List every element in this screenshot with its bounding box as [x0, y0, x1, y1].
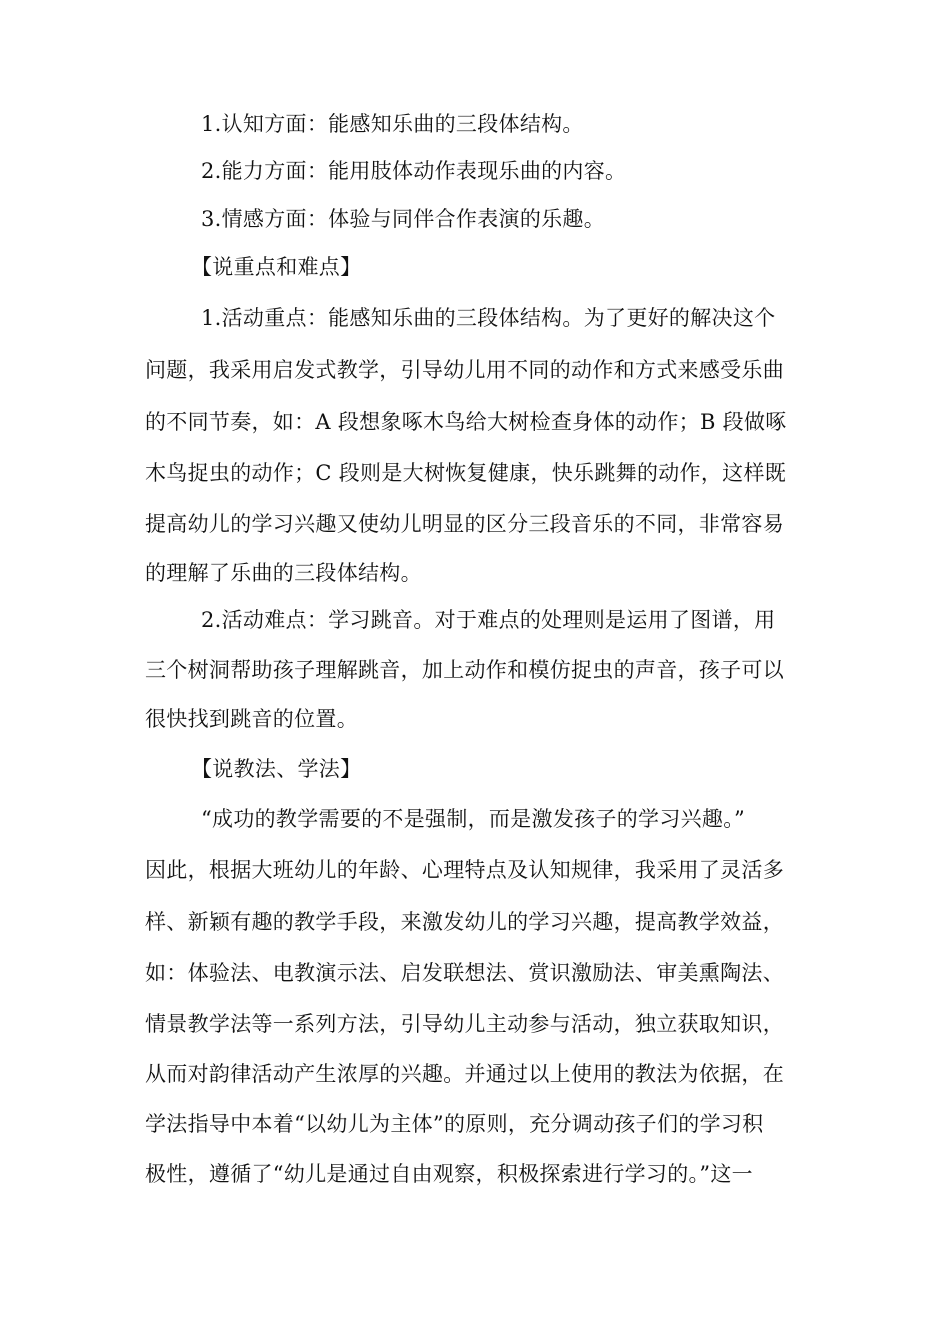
paragraph-line: 的理解了乐曲的三段体结构。	[145, 561, 422, 585]
paragraph-line: 学法指导中本着“以幼儿为主体”的原则，充分调动孩子们的学习积	[145, 1112, 764, 1136]
paragraph-line: 情景教学法等一系列方法，引导幼儿主动参与活动，独立获取知识，	[145, 1012, 784, 1036]
paragraph-line: 2.活动难点：学习跳音。对于难点的处理则是运用了图谱，用	[201, 608, 776, 632]
section-heading-key-points: 【说重点和难点】	[191, 255, 362, 279]
section-heading-teaching-methods: 【说教法、学法】	[191, 757, 362, 781]
paragraph-line: 很快找到跳音的位置。	[145, 707, 358, 731]
paragraph-line: 的不同节奏，如：A 段想象啄木鸟给大树检查身体的动作；B 段做啄	[145, 410, 787, 434]
paragraph-line: 提高幼儿的学习兴趣又使幼儿明显的区分三段音乐的不同，非常容易	[145, 512, 784, 536]
paragraph-line: 问题，我采用启发式教学，引导幼儿用不同的动作和方式来感受乐曲	[145, 358, 784, 382]
paragraph-line: “成功的教学需要的不是强制，而是激发孩子的学习兴趣。”	[201, 807, 746, 831]
paragraph-line: 极性，遵循了“幼儿是通过自由观察，积极探索进行学习的。”这一	[145, 1162, 753, 1186]
objective-emotion: 3.情感方面：体验与同伴合作表演的乐趣。	[201, 207, 606, 231]
objective-cognitive: 1.认知方面：能感知乐曲的三段体结构。	[201, 112, 584, 136]
paragraph-line: 从而对韵律活动产生浓厚的兴趣。并通过以上使用的教法为依据，在	[145, 1062, 784, 1086]
objective-ability: 2.能力方面：能用肢体动作表现乐曲的内容。	[201, 159, 627, 183]
paragraph-line: 1.活动重点：能感知乐曲的三段体结构。为了更好的解决这个	[201, 306, 776, 330]
paragraph-line: 三个树洞帮助孩子理解跳音，加上动作和模仿捉虫的声音，孩子可以	[145, 658, 784, 682]
paragraph-line: 木鸟捉虫的动作；C 段则是大树恢复健康，快乐跳舞的动作，这样既	[145, 461, 787, 485]
paragraph-line: 因此，根据大班幼儿的年龄、心理特点及认知规律，我采用了灵活多	[145, 858, 784, 882]
paragraph-line: 如：体验法、电教演示法、启发联想法、赏识激励法、审美熏陶法、	[145, 961, 784, 985]
paragraph-line: 样、新颖有趣的教学手段，来激发幼儿的学习兴趣，提高教学效益，	[145, 910, 784, 934]
